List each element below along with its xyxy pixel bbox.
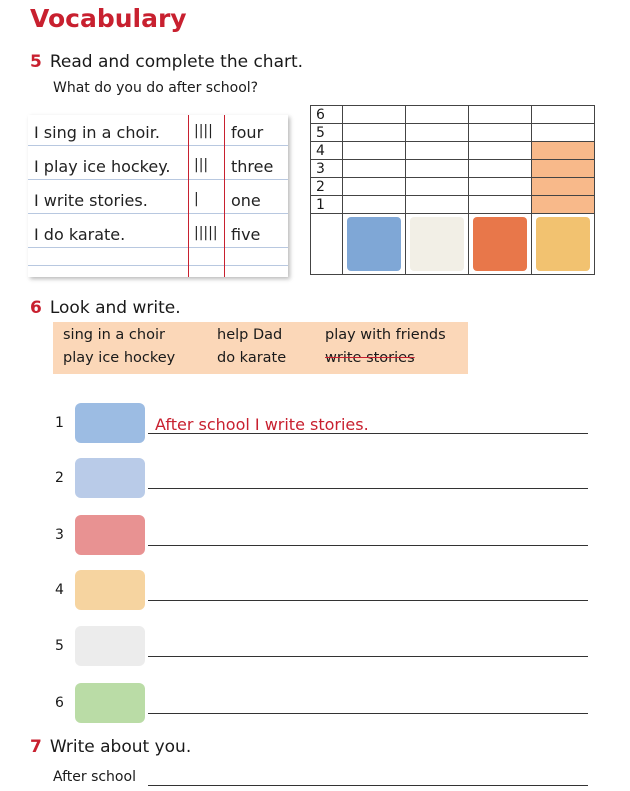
item-number: 6 (55, 695, 64, 711)
writing-line[interactable] (148, 713, 588, 714)
exercise-5-question: What do you do after school? (53, 80, 259, 96)
chart-cell[interactable] (469, 106, 532, 124)
chart-cell[interactable] (532, 178, 595, 196)
exercise-7-heading: 7 Write about you. (30, 737, 192, 757)
word: sing in a choir (63, 327, 165, 343)
chart-cell[interactable] (469, 160, 532, 178)
tally-row-sentence: I play ice hockey. (34, 157, 171, 176)
tally-row-sentence: I write stories. (34, 191, 148, 210)
tally-marks: |||| (194, 123, 213, 139)
chart-cell[interactable] (532, 124, 595, 142)
chart-cell[interactable] (532, 106, 595, 124)
write-stories-picture (473, 217, 527, 271)
tally-marks: | (194, 191, 199, 207)
chart-cell[interactable] (532, 160, 595, 178)
writing-line[interactable] (148, 656, 588, 657)
activity-picture (75, 458, 145, 498)
chart-cell[interactable] (406, 142, 469, 160)
y-label: 2 (311, 178, 343, 196)
tally-marks: ||||| (194, 225, 218, 241)
y-label: 4 (311, 142, 343, 160)
chart-cell[interactable] (406, 106, 469, 124)
y-label: 1 (311, 196, 343, 214)
activity-picture (75, 515, 145, 555)
sing-in-a-choir-picture (536, 217, 590, 271)
tally-number-word: one (231, 191, 261, 210)
tally-notebook (28, 115, 288, 277)
chart-cell[interactable] (343, 196, 406, 214)
exercise-5-heading: 5 Read and complete the chart. (30, 52, 304, 72)
chart-cell[interactable] (343, 124, 406, 142)
chart-cell[interactable] (343, 142, 406, 160)
chart-cell[interactable] (532, 196, 595, 214)
y-label: 6 (311, 106, 343, 124)
tally-number-word: four (231, 123, 264, 142)
chart-cell[interactable] (406, 124, 469, 142)
chart-cell[interactable] (406, 196, 469, 214)
chart-cell[interactable] (343, 106, 406, 124)
item-number: 5 (55, 638, 64, 654)
activity-picture (75, 683, 145, 723)
item-number: 3 (55, 527, 64, 543)
tally-number-word: five (231, 225, 261, 244)
chart-cell[interactable] (469, 178, 532, 196)
chart-cell[interactable] (532, 142, 595, 160)
karate-picture (410, 217, 464, 271)
bar-chart-grid (310, 105, 595, 275)
word: play with friends (325, 327, 446, 343)
writing-line[interactable] (148, 785, 588, 786)
chart-cell[interactable] (406, 160, 469, 178)
word: do karate (217, 350, 287, 366)
example-answer: After school I write stories. (155, 415, 369, 434)
item-number: 4 (55, 582, 64, 598)
activity-picture (75, 403, 145, 443)
writing-line[interactable] (148, 600, 588, 601)
word-box (53, 322, 468, 374)
exercise-6-heading: 6 Look and write. (30, 298, 181, 318)
item-number: 2 (55, 470, 64, 486)
word: play ice hockey (63, 350, 176, 366)
chart-cell[interactable] (469, 196, 532, 214)
chart-cell[interactable] (469, 124, 532, 142)
writing-line[interactable] (148, 545, 588, 546)
ice-hockey-picture (347, 217, 401, 271)
tally-row-sentence: I do karate. (34, 225, 126, 244)
activity-picture (75, 626, 145, 666)
y-label: 3 (311, 160, 343, 178)
chart-cell[interactable] (343, 160, 406, 178)
activity-picture (75, 570, 145, 610)
chart-cell[interactable] (406, 178, 469, 196)
writing-line[interactable] (148, 488, 588, 489)
y-label: 5 (311, 124, 343, 142)
word-crossed-out: write stories (325, 350, 415, 366)
tally-number-word: three (231, 157, 274, 176)
tally-row-sentence: I sing in a choir. (34, 123, 160, 142)
item-number: 1 (55, 415, 64, 431)
chart-cell[interactable] (469, 142, 532, 160)
exercise-7-prompt: After school (53, 769, 136, 785)
word: help Dad (217, 327, 283, 343)
chart-cell[interactable] (343, 178, 406, 196)
tally-marks: ||| (194, 157, 209, 173)
page-title: Vocabulary (30, 4, 187, 33)
